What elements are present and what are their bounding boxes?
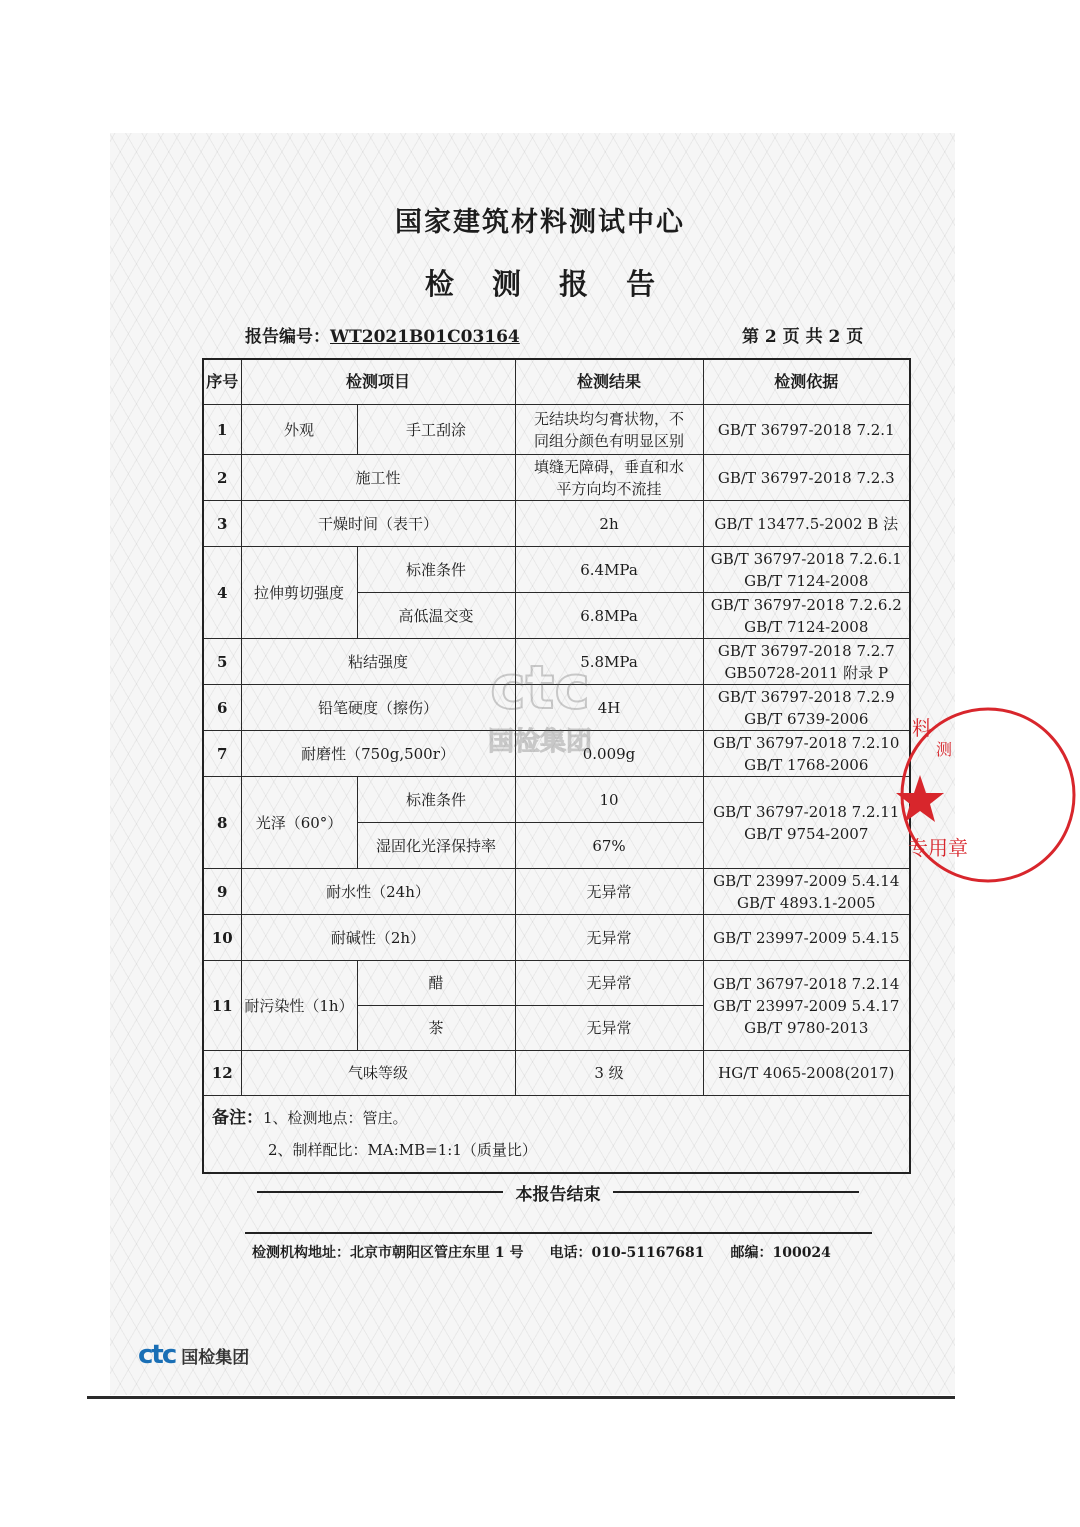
table-row: 4 拉伸剪切强度 标准条件 6.4MPa GB/T 36797-2018 7.2.6.1 GB/T 7124-2008 <box>203 547 910 593</box>
table-row: 9 耐水性（24h） 无异常 GB/T 23997-2009 5.4.14 GB/T 4893.1-2005 <box>203 869 910 915</box>
table-row: 12 气味等级 3 级 HG/T 4065-2008(2017) <box>203 1051 910 1096</box>
report-number-label: 报告编号： <box>245 327 330 347</box>
svg-text:料: 料 <box>912 716 932 740</box>
watermark-mark: ctc <box>490 653 590 723</box>
results-table <box>202 358 911 1174</box>
footer-address-line <box>252 1242 857 1262</box>
official-seal-icon <box>868 705 968 885</box>
table-row: 湿固化光泽保持率 67% <box>203 823 910 869</box>
watermark-name: 国检集团 <box>487 727 593 757</box>
table-header-row <box>203 359 910 405</box>
header-item: 检测项目 <box>241 359 515 405</box>
header-basis: 检测依据 <box>703 359 910 405</box>
end-of-report <box>257 1180 859 1204</box>
table-row: 7 耐磨性（750g,500r） 0.009g GB/T 36797-2018 7.2.10 GB/T 1768-2006 <box>203 731 910 777</box>
ctc-logo <box>138 1340 249 1370</box>
scan-edge-line <box>87 1396 955 1399</box>
table-row: 1 外观 手工刮涂 无结块均匀膏状物，不 同组分颜色有明显区别 GB/T 36797-2018 7.2.1 <box>203 405 910 455</box>
svg-text:专用章: 专用章 <box>908 836 968 860</box>
report-number <box>245 322 520 347</box>
header-result: 检测结果 <box>515 359 703 405</box>
table-row: 8 光泽（60°） 标准条件 10 GB/T 36797-2018 7.2.11 GB/T 9754-2007 <box>203 777 910 823</box>
report-number-value: WT2021B01C03164 <box>330 327 520 347</box>
document-title: 检 测 报 告 <box>424 267 670 301</box>
footer-address: 检测机构地址：北京市朝阳区管庄东里 1 号 <box>252 1245 524 1261</box>
end-text: 本报告结束 <box>515 1185 601 1205</box>
note-1: 1、检测地点：管庄。 <box>263 1109 408 1127</box>
table-row: 5 粘结强度 5.8MPa GB/T 36797-2018 7.2.7 GB50728-2011 附录 P <box>203 639 910 685</box>
page-indicator: 第 2 页 共 2 页 <box>742 327 864 347</box>
footer-rule <box>245 1232 872 1234</box>
table-row: 高低温交变 6.8MPa GB/T 36797-2018 7.2.6.2 GB/T 7124-2008 <box>203 593 910 639</box>
header-seq: 序号 <box>203 359 241 405</box>
notes-row <box>203 1096 910 1174</box>
note-2: 2、制样配比：MA:MB=1:1（质量比） <box>268 1141 537 1159</box>
ctc-logo-name: 国检集团 <box>181 1347 250 1368</box>
ctc-logo-mark: ctc <box>138 1340 176 1370</box>
table-row: 6 铅笔硬度（擦伤） 4H GB/T 36797-2018 7.2.9 GB/T 6739-2006 <box>203 685 910 731</box>
table-row: 11 耐污染性（1h） 醋 无异常 GB/T 36797-2018 7.2.14 GB/T 23997-2009 5.4.17 GB/T 9780-2013 <box>203 961 910 1006</box>
footer-postcode: 邮编：100024 <box>730 1245 831 1261</box>
svg-text:测: 测 <box>936 740 953 759</box>
footer-phone: 电话：010-51167681 <box>549 1245 705 1261</box>
table-row: 10 耐碱性（2h） 无异常 GB/T 23997-2009 5.4.15 <box>203 915 910 961</box>
notes-label: 备注： <box>212 1108 263 1128</box>
table-row: 2 施工性 填缝无障碍，垂直和水 平方向均不流挂 GB/T 36797-2018 7.2.3 <box>203 455 910 501</box>
table-row: 3 干燥时间（表干） 2h GB/T 13477.5-2002 B 法 <box>203 501 910 547</box>
org-name: 国家建筑材料测试中心 <box>395 207 685 238</box>
table-row: 茶 无异常 <box>203 1006 910 1051</box>
